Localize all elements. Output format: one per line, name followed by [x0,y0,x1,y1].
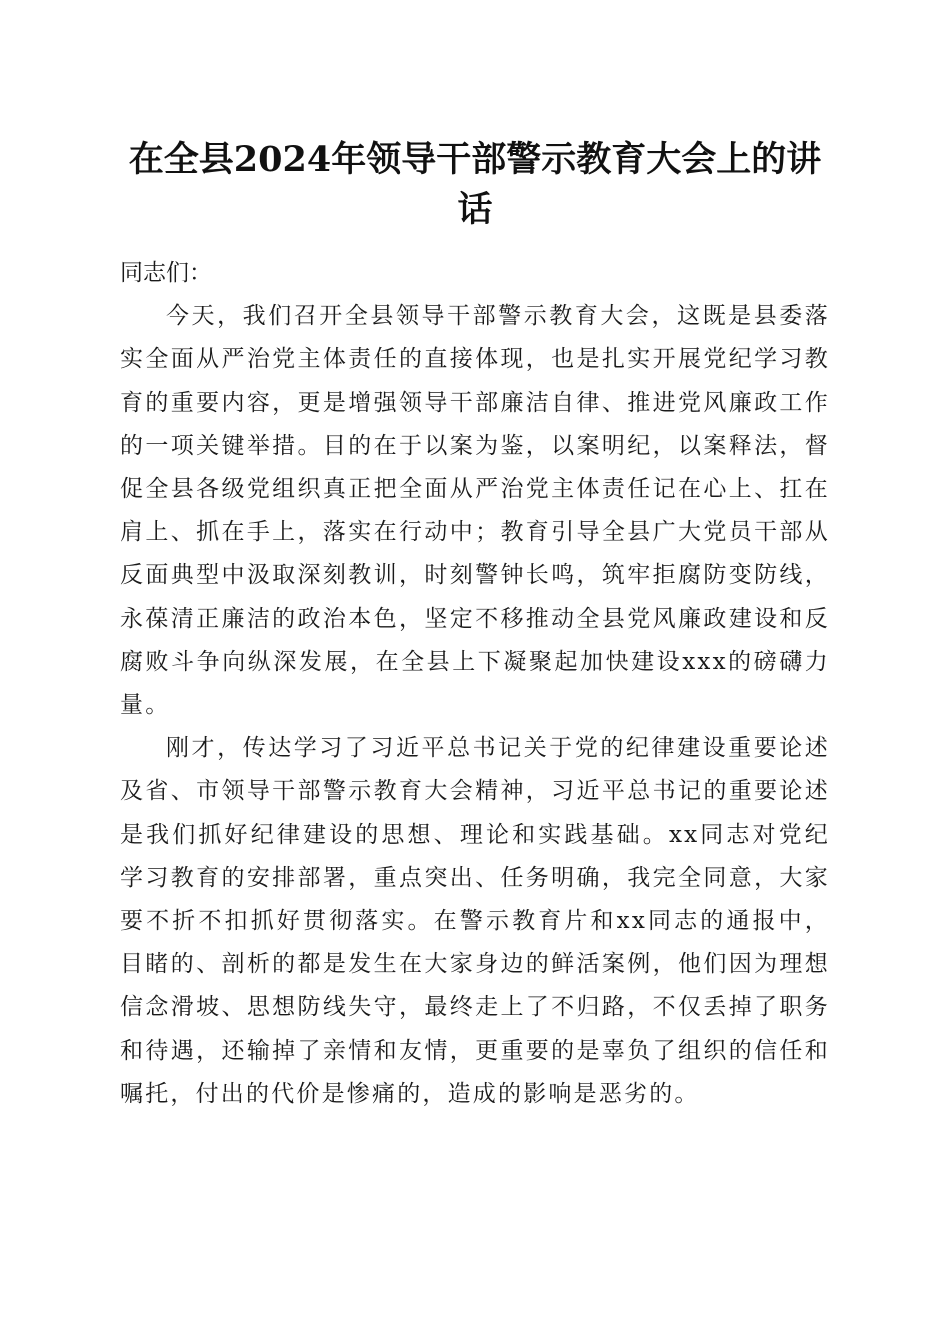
paragraph-2: 刚才，传达学习了习近平总书记关于党的纪律建设重要论述及省、市领导干部警示教育大会精神，习近平总书记的重要论述是我们抓好纪律建设的思想、理论和实践基础。xx同志对党纪学习教育的安排部署，重点突出、任务明确，我完全同意，大家要不折不扣抓好贯彻落实。在警示教育片和xx同志的通报中，目睹的、剖析的都是发生在大家身边的鲜活案例，他们因为理想信念滑坡、思想防线失守，最终走上了不归路，不仅丢掉了职务和待遇，还输掉了亲情和友情，更重要的是辜负了组织的信任和嘱托，付出的代价是惨痛的，造成的影响是恶劣的。 [120,735,830,1107]
document-title-line-2: 话 [457,189,493,230]
document-title [120,135,830,235]
paragraph-1: 今天，我们召开全县领导干部警示教育大会，这既是县委落实全面从严治党主体责任的直接体现，也是扎实开展党纪学习教育的重要内容，更是增强领导干部廉洁自律、推进党风廉政工作的一项关键举措。目的在于以案为鉴，以案明纪，以案释法，督促全县各级党组织真正把全面从严治党主体责任记在心上、扛在肩上、抓在手上，落实在行动中；教育引导全县广大党员干部从反面典型中汲取深刻教训，时刻警钟长鸣，筑牢拒腐防变防线，永葆清正廉洁的政治本色，坚定不移推动全县党风廉政建设和反腐败斗争向纵深发展，在全县上下凝聚起加快建设xxx的磅礴力量。 [120,303,830,719]
document-body [120,252,830,1116]
document-title-line-1: 在全县2024年领导干部警示教育大会上的讲 [128,139,822,180]
salutation: 同志们： [120,260,212,286]
